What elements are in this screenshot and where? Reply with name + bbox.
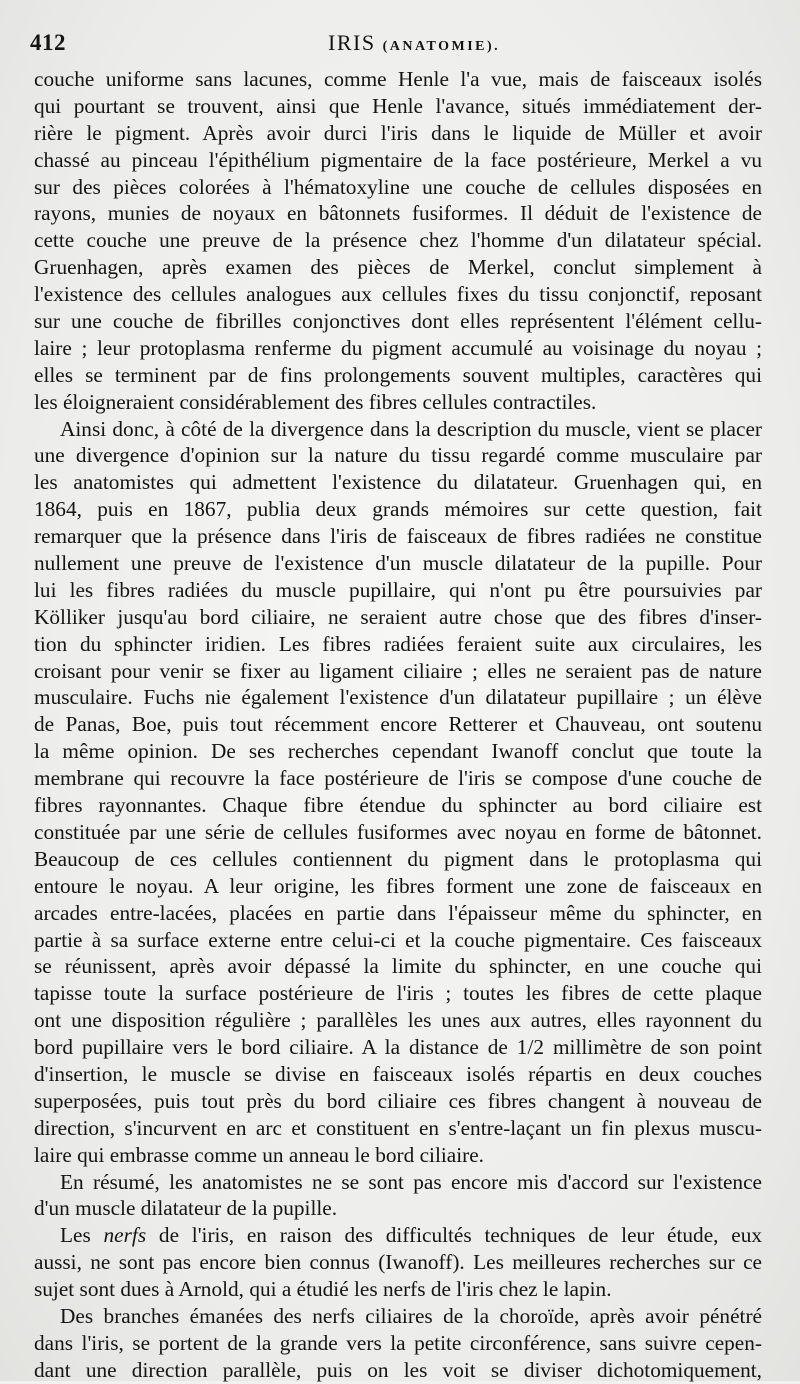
text-line: Des branches émanées des nerfs ciliaires de la choroïde, après avoir pénétré [60,1303,762,1328]
text-line: membrane qui recouvre la face postérieure de l'iris se compose d'une couche de [34,766,762,791]
text-line: En résumé, les anatomistes ne se sont pas encore mis d'accord sur l'existence [60,1169,762,1194]
text-line: direction, s'incurvent en arc et constituent en s'entre-laçant un fin plexus muscu- [34,1115,762,1140]
running-head [328,30,500,56]
text-line: ont une disposition régulière ; parallèles les unes aux autres, elles rayonnent du [34,1008,762,1033]
text-line: dans l'iris, se portent de la grande vers la petite circonférence, sans suivre cepen- [34,1330,762,1355]
text-line-nerfs [34,1222,762,1249]
text-line: Kölliker jusqu'au bord ciliaire, ne seraient autre chose que des fibres d'inser- [34,604,762,629]
text-line: Ainsi donc, à côté de la divergence dans la description du muscle, vient se placer [60,416,762,441]
text-line: musculaire. Fuchs nie également l'existence d'un dilatateur pupillaire ; un élève [34,685,762,710]
body-text [34,66,762,1384]
text-line: nullement une preuve de l'existence d'un muscle dilatateur de la pupille. Pour [34,551,762,576]
text-line: sur une couche de fibrilles conjonctives dont elles représentent l'élément cellu- [34,309,762,334]
text-line: couche uniforme sans lacunes, comme Henle l'a vue, mais de faisceaux isolés [34,67,762,91]
text-line: aussi, ne sont pas encore bien connus (Iwanoff). Les meilleures recherches sur ce [34,1250,762,1275]
text-line: tapisse toute la surface postérieure de l'iris ; toutes les fibres de cette plaque [34,981,762,1006]
text-line: lui les fibres radiées du muscle pupillaire, qui n'ont pu être poursuivies par [34,577,762,602]
text-line: sur des pièces colorées à l'hématoxyline une couche de cellules disposées en [34,174,762,199]
text-line: se réunissent, après avoir dépassé la limite du sphincter, en une couche qui [34,954,762,979]
text-line: Beaucoup de ces cellules contiennent du pigment dans le protoplasma qui [34,846,762,871]
text-line: d'insertion, le muscle se divise en faisceaux isolés répartis en deux couches [34,1061,762,1086]
text-line: elles se terminent par de fins prolongements souvent multiples, caractères qui [34,362,762,387]
text-line: bord pupillaire vers le bord ciliaire. A la distance de 1/2 millimètre de son point [34,1035,762,1060]
nerfs-prefix: Les [60,1223,91,1248]
text-line: sujet sont dues à Arnold, qui a étudié les nerfs de l'iris chez le lapin. [34,1277,612,1302]
text-line: l'existence des cellules analogues aux cellules fixes du tissu conjonctif, reposant [34,282,762,307]
text-line: les éloigneraient considérablement des fibres cellules contractiles. [34,389,597,414]
running-head-subtitle: (ANATOMIE). [382,39,501,54]
text-line: cette couche une preuve de la présence chez l'homme d'un dilatateur spécial. [34,228,762,253]
page-header [30,30,750,60]
text-line: chassé au pinceau l'épithélium pigmentaire de la face postérieure, Merkel a vu [34,147,762,172]
text-line: Gruenhagen, après examen des pièces de Merkel, conclut simplement à [34,255,762,280]
text-line: partie à sa surface externe entre celui-ci et la couche pigmentaire. Ces faisceaux [34,927,762,952]
text-line: dant une direction parallèle, puis on les voit se diviser dichotomiquement, [34,1357,762,1382]
text-line: fibres rayonnantes. Chaque fibre étendue du sphincter au bord ciliaire est [34,793,762,818]
text-line: une divergence d'opinion sur la nature du tissu regardé comme musculaire par [34,443,762,468]
text-line: croisant pour venir se fixer au ligament ciliaire ; elles ne seraient pas de nature [34,658,762,683]
text-line: qui pourtant se trouvent, ainsi que Henle l'avance, situés immédiatement der- [34,93,762,118]
text-line: tion du sphincter iridien. Les fibres radiées feraient suite aux circulaires, les [34,631,762,656]
text-line: remarquer que la présence dans l'iris de faisceaux de fibres radiées ne constitue [34,524,762,549]
text-line: d'un muscle dilatateur de la pupille. [34,1196,338,1221]
text-line: de Panas, Boe, puis tout récemment encore Retterer et Chauveau, ont soutenu [34,712,762,737]
nerfs-keyword: nerfs [103,1223,147,1248]
text-line: entoure le noyau. A leur origine, les fibres forment une zone de faisceaux en [34,873,762,898]
text-line: arcades entre-lacées, placées en partie dans l'épaisseur même du sphincter, en [34,900,762,925]
text-line: rayons, munies de noyaux en bâtonnets fusiformes. Il déduit de l'existence de [34,201,762,226]
text-line: constituée par une série de cellules fusiformes avec noyau en forme de bâtonnet. [34,819,762,844]
running-head-title: IRIS [328,30,376,55]
text-line: rière le pigment. Après avoir durci l'iris dans le liquide de Müller et avoir [34,120,762,145]
text-line: laire ; leur protoplasma renferme du pigment accumulé au voisinage du noyau ; [34,335,762,360]
nerfs-line-rest: de l'iris, en raison des difficultés techniques de leur étude, eux [158,1223,763,1248]
text-line: la même opinion. De ses recherches cependant Iwanoff conclut que toute la [34,739,762,764]
text-line: laire qui embrasse comme un anneau le bord ciliaire. [34,1142,485,1167]
text-line: les anatomistes qui admettent l'existence du dilatateur. Gruenhagen qui, en [34,470,762,495]
text-line: superposées, puis tout près du bord ciliaire ces fibres changent à nouveau de [34,1088,762,1113]
text-line: 1864, puis en 1867, publia deux grands mémoires sur cette question, fait [34,497,762,522]
page-number: 412 [30,30,66,55]
